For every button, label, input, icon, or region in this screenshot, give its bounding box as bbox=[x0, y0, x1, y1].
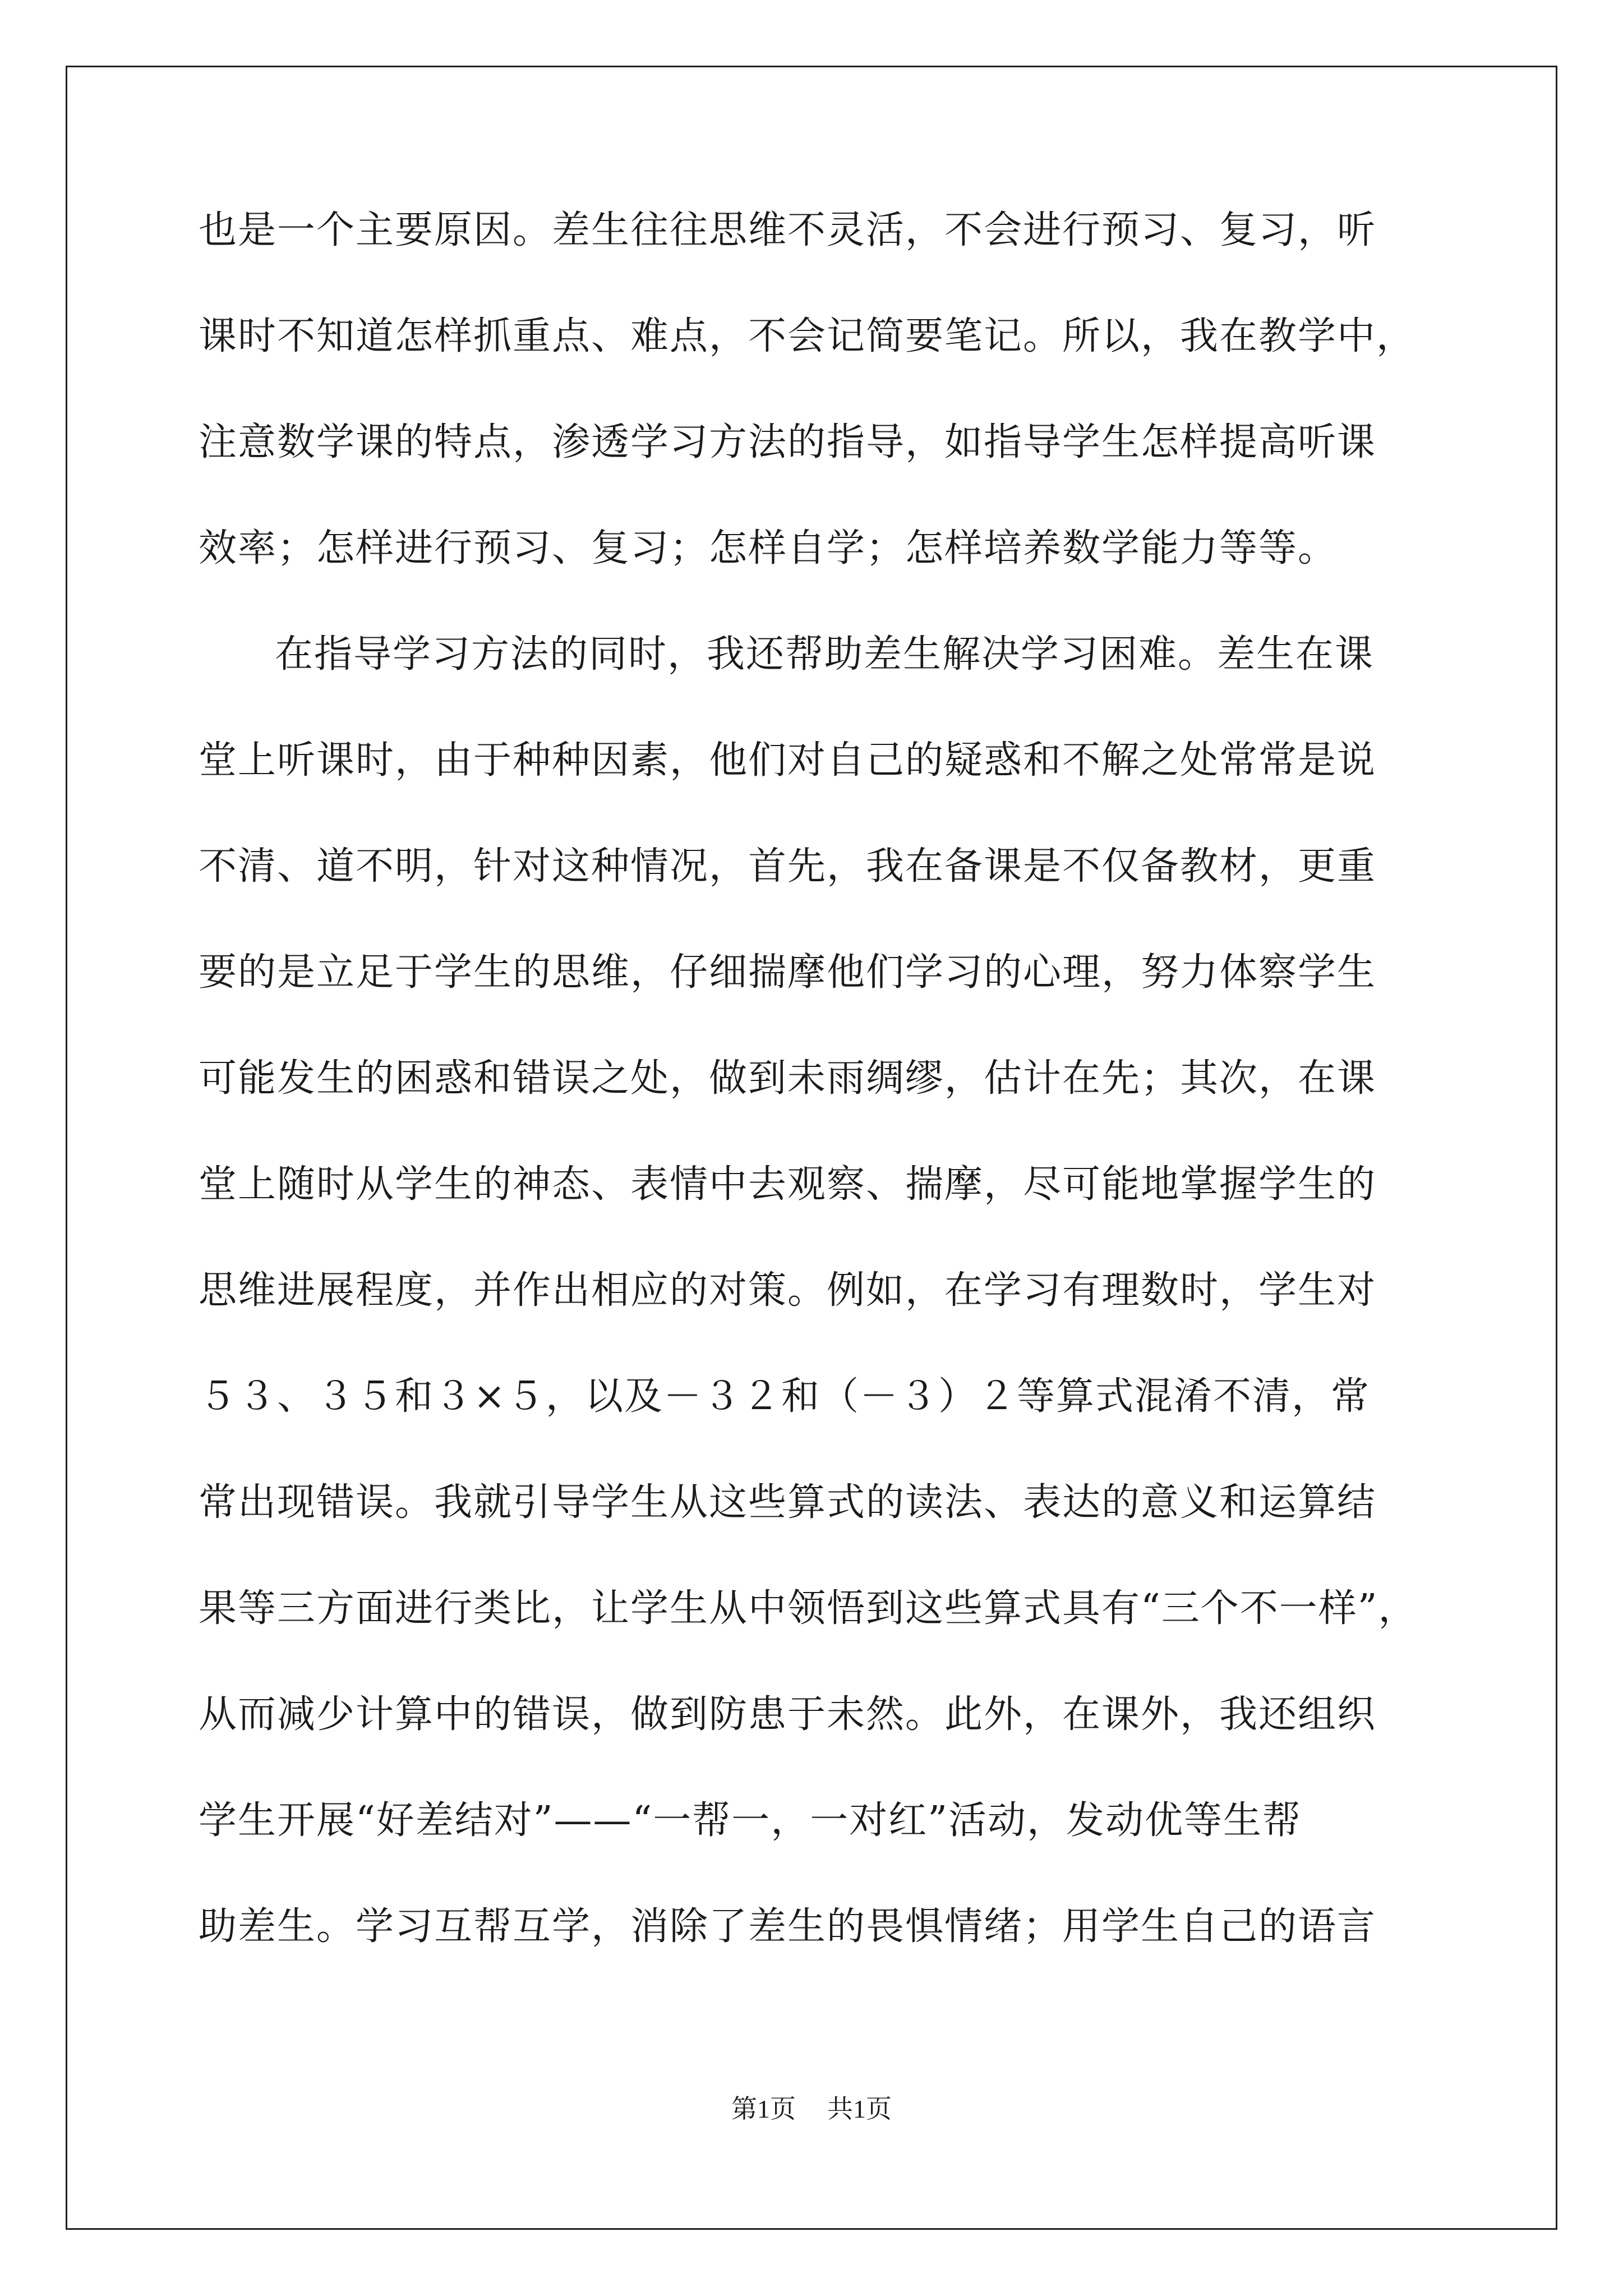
body-line: 要的是立足于学生的思维，仔细揣摩他们学习的心理，努力体察学生 bbox=[199, 950, 1377, 995]
body-line: 效率；怎样进行预习、复习；怎样自学；怎样培养数学能力等等。 bbox=[199, 526, 1338, 570]
body-line: 注意数学课的特点，渗透学习方法的指导，如指导学生怎样提高听课 bbox=[199, 420, 1377, 464]
page-number: 第1页 bbox=[731, 2095, 796, 2123]
document-body bbox=[199, 208, 1488, 2014]
body-line: 常出现错误。我就引导学生从这些算式的读法、表达的意义和运算结 bbox=[199, 1480, 1377, 1525]
page-footer bbox=[0, 2095, 1623, 2123]
body-line: 也是一个主要原因。差生往往思维不灵活，不会进行预习、复习，听 bbox=[199, 208, 1377, 252]
body-line: 助差生。学习互帮互学，消除了差生的畏惧情绪；用学生自己的语言 bbox=[199, 1904, 1377, 1949]
paragraph-first-line: 在指导学习方法的同时，我还帮助差生解决学习困难。差生在课 bbox=[275, 632, 1375, 677]
page-total: 共1页 bbox=[827, 2095, 892, 2123]
body-line: 不清、道不明，针对这种情况，首先，我在备课是不仅备教材，更重 bbox=[199, 844, 1377, 889]
body-line: ５３、３５和３×５，以及－３２和（－３）２等算式混淆不清，常 bbox=[199, 1374, 1370, 1419]
body-line: 思维进展程度，并作出相应的对策。例如，在学习有理数时，学生对 bbox=[199, 1268, 1377, 1313]
body-line: 从而减少计算中的错误，做到防患于未然。此外，在课外，我还组织 bbox=[199, 1692, 1377, 1737]
body-line: 课时不知道怎样抓重点、难点，不会记简要笔记。所以，我在教学中， bbox=[199, 314, 1416, 358]
body-line: 堂上听课时，由于种种因素，他们对自己的疑惑和不解之处常常是说 bbox=[199, 738, 1377, 783]
body-line: 可能发生的困惑和错误之处，做到未雨绸缪，估计在先；其次，在课 bbox=[199, 1056, 1377, 1101]
body-line: 学生开展“好差结对”——“一帮一，一对红”活动，发动优等生帮 bbox=[199, 1798, 1302, 1843]
body-line: 堂上随时从学生的神态、表情中去观察、揣摩，尽可能地掌握学生的 bbox=[199, 1162, 1377, 1207]
body-line: 果等三方面进行类比，让学生从中领悟到这些算式具有“三个不一样”， bbox=[199, 1586, 1418, 1631]
